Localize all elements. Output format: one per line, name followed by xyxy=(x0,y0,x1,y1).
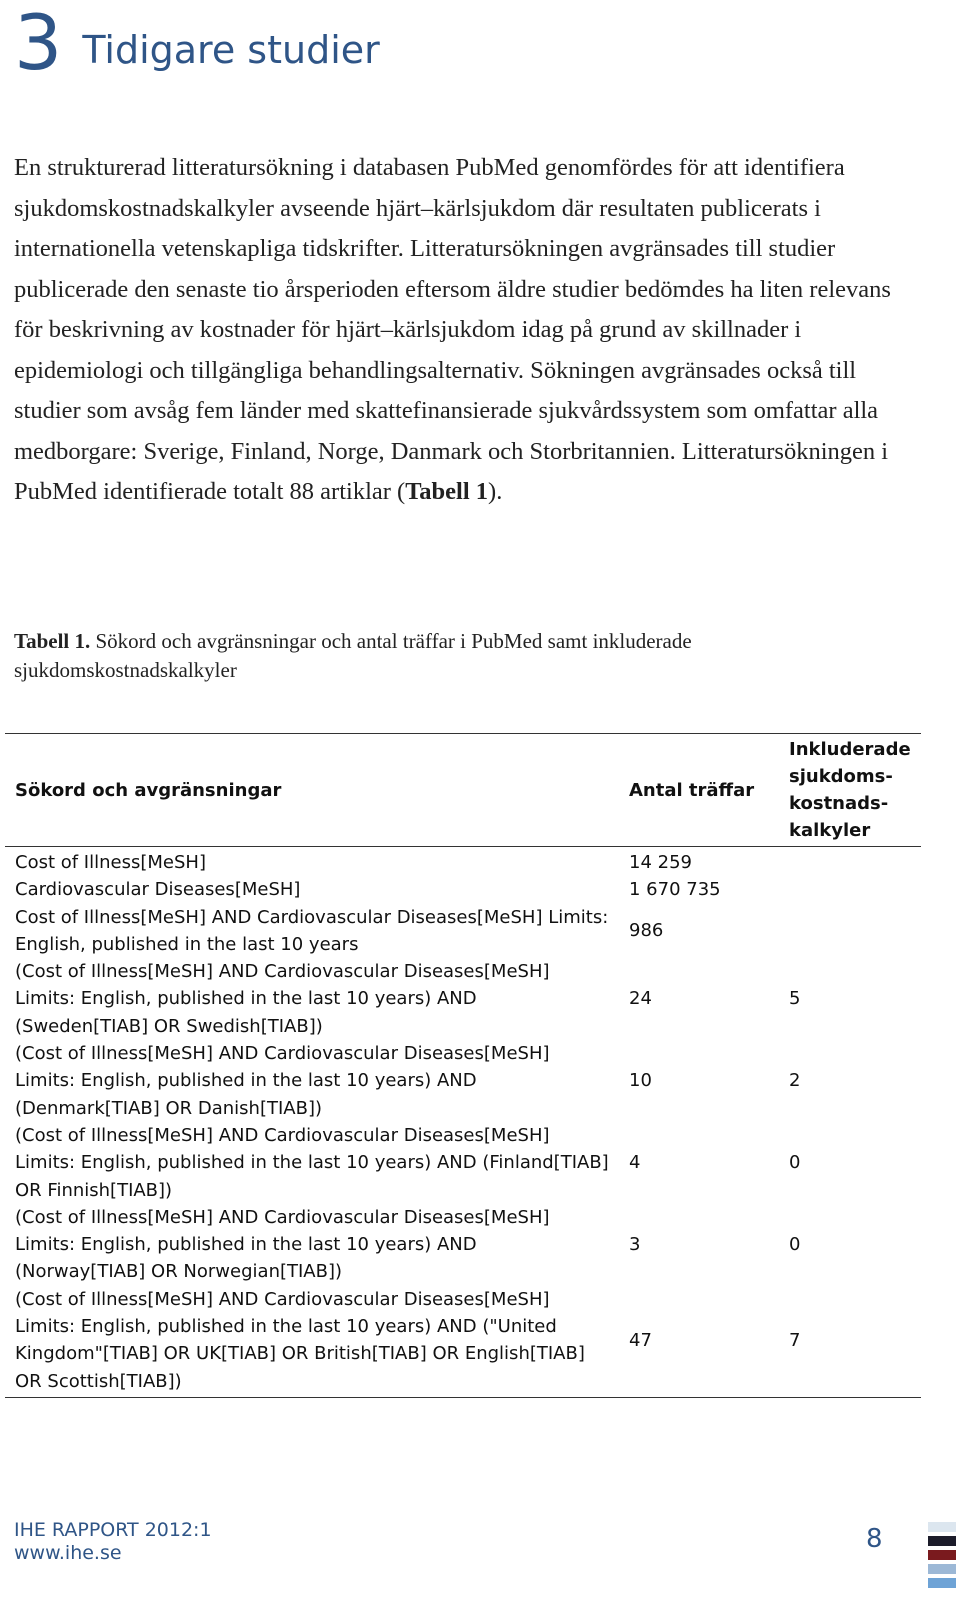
cell-query: (Cost of Illness[MeSH] AND Cardiovascular Diseases[MeSH] Limits: English, published in the last 10 years) AND ("United Kingdom"[TIAB] OR UK[TIAB] OR British[TIAB] OR English[TIAB] OR Scottish[TIAB]) xyxy=(15,1288,585,1392)
table-row xyxy=(5,904,921,959)
stripe xyxy=(928,1522,956,1532)
table-row xyxy=(5,847,921,877)
cell-hits: 24 xyxy=(629,988,652,1010)
cell-hits: 10 xyxy=(629,1070,652,1092)
table-reference: Tabell 1 xyxy=(405,478,489,505)
header-query: Sökord och avgränsningar xyxy=(5,734,619,847)
body-paragraph xyxy=(14,148,914,513)
stripe xyxy=(928,1536,956,1546)
stripe xyxy=(928,1550,956,1560)
cell-hits: 3 xyxy=(629,1234,641,1256)
cell-hits: 14 259 xyxy=(629,852,692,873)
body-text-main: En strukturerad litteratursökning i databasen PubMed genomfördes för att identifiera sjukdomskostnadskalkyler avseende hjärt–kärlsjukdom där resultaten publicerats i internationella vetenskapliga tidskrifter. Litteratursökningen avgränsades till studier publicerade den senaste tio årsperioden eftersom äldre studier bedömdes ha liten relevans för beskrivning av kostnader för hjärt–kärlsjukdom idag på grund av skillnader i epidemiologi och tillgängliga behandlingsalternativ. Sökningen avgränsades också till studier som avsåg fem länder med skattefinansierade sjukvårdssystem som omfattar alla medborgare: Sverige, Finland, Norge, Danmark och Storbritannien. Litteratursökningen i PubMed identifierade totalt 88 artiklar ( xyxy=(14,154,891,505)
cell-included xyxy=(779,847,921,877)
body-text-end: ). xyxy=(488,478,503,505)
stripe xyxy=(928,1564,956,1574)
table-row xyxy=(5,1204,921,1286)
page-number: 8 xyxy=(866,1524,883,1554)
section-title: Tidigare studier xyxy=(82,28,380,72)
cell-included xyxy=(779,876,921,903)
table-row xyxy=(5,1040,921,1122)
table-row xyxy=(5,876,921,903)
cell-query: Cost of Illness[MeSH] xyxy=(15,852,206,873)
cell-hits: 4 xyxy=(629,1152,641,1174)
website-link[interactable]: www.ihe.se xyxy=(14,1542,122,1564)
cell-hits: 1 670 735 xyxy=(629,879,721,901)
caption-text: Sökord och avgränsningar och antal träffar i PubMed samt inkluderade sjukdomskostnadskalkyler xyxy=(14,629,692,682)
table-row xyxy=(5,1286,921,1398)
table-row xyxy=(5,1122,921,1204)
footer xyxy=(14,1519,212,1565)
cell-included: 0 xyxy=(789,1152,801,1174)
cell-query: (Cost of Illness[MeSH] AND Cardiovascular Diseases[MeSH] Limits: English, published in the last 10 years) AND (Sweden[TIAB] OR Swedish[TIAB]) xyxy=(15,961,550,1037)
header-included: Inkluderade sjukdoms-kostnads-kalkyler xyxy=(779,734,921,847)
search-results-table xyxy=(5,733,921,1398)
table-header-row xyxy=(5,734,921,847)
cell-query: Cardiovascular Diseases[MeSH] xyxy=(15,879,301,901)
cell-included: 2 xyxy=(789,1070,801,1092)
cell-hits: 986 xyxy=(629,920,664,942)
cell-hits: 47 xyxy=(629,1329,652,1351)
stripe xyxy=(928,1578,956,1588)
cell-included: 7 xyxy=(789,1329,801,1351)
table-caption xyxy=(14,627,914,685)
cell-included: 5 xyxy=(789,988,801,1010)
header-hits: Antal träffar xyxy=(619,734,779,847)
section-heading xyxy=(14,0,380,86)
cell-included xyxy=(779,904,921,959)
table-row xyxy=(5,958,921,1040)
report-id: IHE RAPPORT 2012:1 xyxy=(14,1519,212,1541)
cell-query: Cost of Illness[MeSH] AND Cardiovascular Diseases[MeSH] Limits: English, published in the last 10 years xyxy=(15,906,609,955)
section-number: 3 xyxy=(14,0,63,87)
cell-included: 0 xyxy=(789,1234,801,1256)
cell-query: (Cost of Illness[MeSH] AND Cardiovascular Diseases[MeSH] Limits: English, published in the last 10 years) AND (Finland[TIAB] OR Finnish[TIAB]) xyxy=(15,1124,609,1201)
cell-query: (Cost of Illness[MeSH] AND Cardiovascular Diseases[MeSH] Limits: English, published in the last 10 years) AND (Norway[TIAB] OR Norwegian[TIAB]) xyxy=(15,1206,550,1283)
brand-stripes xyxy=(928,1522,956,1592)
cell-query: (Cost of Illness[MeSH] AND Cardiovascular Diseases[MeSH] Limits: English, published in the last 10 years) AND (Denmark[TIAB] OR Danish[TIAB]) xyxy=(15,1043,550,1119)
caption-label: Tabell 1. xyxy=(14,629,91,653)
